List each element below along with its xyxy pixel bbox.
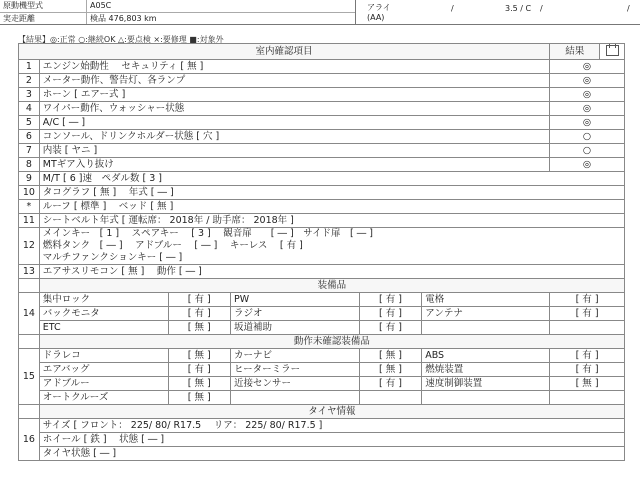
row-text: シートベルト年式 [ 運転席： 2018年 / 助手席： 2018年 ]: [39, 214, 624, 228]
info-row: [19, 214, 625, 228]
result-mark: ◎: [582, 74, 592, 86]
equipment-value: [550, 391, 625, 405]
section-header-operation: [19, 335, 625, 349]
equipment-value: [ 無 ]: [550, 377, 625, 391]
item-number: 4: [19, 102, 40, 116]
item-result: [550, 130, 625, 144]
mileage-row: [0, 12, 355, 25]
equipment-value: [ 有 ]: [550, 307, 625, 321]
mileage-label: 実走距離: [3, 14, 35, 23]
item-number: 1: [19, 60, 40, 74]
grade-sep-3: /: [627, 4, 630, 13]
equipment-label: アンテナ: [422, 307, 550, 321]
item-text: MTギア入り抜け: [39, 158, 549, 172]
equipment-value: [ 有 ]: [359, 307, 421, 321]
vehicle-header: [0, 0, 640, 26]
item-number: 7: [19, 144, 40, 158]
engine-model-label: 原動機型式: [3, 1, 43, 10]
item-number: 5: [19, 116, 40, 130]
equipment-label: ETC: [39, 321, 168, 335]
section-number-spacer: [19, 279, 40, 293]
grade-box: [355, 0, 640, 25]
section-number: 14: [19, 293, 40, 335]
equipment-value: [ 有 ]: [359, 377, 421, 391]
equipment-label: エアバッグ: [39, 363, 168, 377]
operation-row: [19, 349, 625, 363]
section-title-interior: 室内確認項目: [19, 44, 550, 60]
section-header-interior: [19, 44, 625, 60]
item-text: 内装 [ ヤニ ]: [39, 144, 549, 158]
section-header-equipment: [19, 279, 625, 293]
equipment-value: [ 有 ]: [359, 321, 421, 335]
section-number-spacer: [19, 335, 40, 349]
result-legend: 【結果】◎:正常 ○:継続OK △:要点検 ×:要修理 ■:対象外: [18, 35, 224, 44]
grade-value: 3.5 / C: [505, 4, 532, 13]
inspection-row: [19, 60, 625, 74]
row-text: タコグラフ [ 無 ] 年式 [ ― ]: [39, 186, 624, 200]
equipment-label: ラジオ: [230, 307, 359, 321]
item-result: [550, 144, 625, 158]
inspection-table: [18, 43, 625, 461]
inspection-row: [19, 130, 625, 144]
inspection-row: [19, 144, 625, 158]
section-number-spacer: [19, 405, 40, 419]
tire-row: [19, 447, 625, 461]
inspection-row: [19, 158, 625, 172]
grade-sublabel: (AA): [367, 13, 385, 22]
inspection-row: [19, 74, 625, 88]
equipment-label: 集中ロック: [39, 293, 168, 307]
item-result: [550, 102, 625, 116]
item-text: ワイパー動作、ウォッシャー状態: [39, 102, 549, 116]
grade-label: アライ: [367, 3, 391, 12]
result-mark: ◎: [582, 158, 592, 170]
row-text: M/T [ 6 ]速 ペダル数 [ 3 ]: [39, 172, 624, 186]
equipment-value: [ 無 ]: [359, 363, 421, 377]
info-row: [19, 200, 625, 214]
info-row: [19, 172, 625, 186]
row-text: エアサスリモコン [ 無 ] 動作 [ ― ]: [39, 265, 624, 279]
air-suspension-row: [19, 265, 625, 279]
equipment-label: 近接センサー: [230, 377, 359, 391]
operation-row: [19, 363, 625, 377]
result-header: 結果: [550, 44, 600, 60]
inspection-row: [19, 88, 625, 102]
item-text: A/C [ ― ]: [39, 116, 549, 130]
result-mark: ◎: [582, 102, 592, 114]
equipment-value: [ 有 ]: [550, 363, 625, 377]
equipment-value: [ 無 ]: [168, 321, 230, 335]
equipment-label: ヒーターミラー: [230, 363, 359, 377]
result-mark: ◎: [582, 60, 592, 72]
equipment-label: [422, 391, 550, 405]
equipment-value: [550, 321, 625, 335]
result-mark: ◎: [582, 88, 592, 100]
grade-sep-2: /: [540, 4, 543, 13]
item-text: コンソール、ドリンクホルダー状態 [ 穴 ]: [39, 130, 549, 144]
equipment-value: [ 有 ]: [550, 349, 625, 363]
inspection-row: [19, 102, 625, 116]
item-result: [550, 74, 625, 88]
equipment-value: [ 有 ]: [168, 363, 230, 377]
section-title-equipment: 装備品: [39, 279, 624, 293]
operation-row: [19, 377, 625, 391]
equipment-value: [ 有 ]: [168, 307, 230, 321]
vehicle-info-box: [0, 0, 356, 25]
section-number: 16: [19, 419, 40, 461]
equipment-label: 坂道補助: [230, 321, 359, 335]
equipment-label: カーナビ: [230, 349, 359, 363]
section-header-tire: [19, 405, 625, 419]
equipment-value: [ 有 ]: [550, 293, 625, 307]
keys-line: メインキー [ 1 ] スペアキー [ 3 ] 観音扉 [ ― ] サイド扉 [ ― ]: [42, 228, 374, 239]
equipment-label: ABS: [422, 349, 550, 363]
item-number: 2: [19, 74, 40, 88]
equipment-label: 速度制御装置: [422, 377, 550, 391]
row-number: 10: [19, 186, 40, 200]
keys-line: マルチファンクションキー [ ― ]: [42, 252, 183, 263]
inspection-row: [19, 116, 625, 130]
result-mark: ○: [582, 130, 592, 142]
item-text: メーター動作、警告灯、各ランプ: [39, 74, 549, 88]
section-title-tire: タイヤ情報: [39, 405, 624, 419]
info-row: [19, 186, 625, 200]
tire-text: タイヤ状態 [ ― ]: [39, 447, 624, 461]
equipment-label: [230, 391, 359, 405]
equipment-value: [359, 391, 421, 405]
equipment-label: オートクルーズ: [39, 391, 168, 405]
section-number: 15: [19, 349, 40, 405]
tire-row: [19, 433, 625, 447]
equipment-label: 電格: [422, 293, 550, 307]
engine-model-value: A05C: [90, 1, 112, 10]
section-title-operation: 動作未確認装備品: [39, 335, 624, 349]
equipment-row: [19, 307, 625, 321]
equipment-row: [19, 293, 625, 307]
result-mark: ◎: [582, 116, 592, 128]
item-result: [550, 88, 625, 102]
equipment-label: ドラレコ: [39, 349, 168, 363]
equipment-value: [ 有 ]: [168, 293, 230, 307]
row-number: *: [19, 200, 40, 214]
equipment-value: [ 無 ]: [168, 377, 230, 391]
engine-model-row: [0, 0, 355, 12]
tire-text: サイズ [ フロント： 225/ 80/ R17.5 リア： 225/ 80/ R17.5 ]: [39, 419, 624, 433]
row-number: 13: [19, 265, 40, 279]
equipment-row: [19, 321, 625, 335]
mileage-value: 検品 476,803 km: [90, 14, 157, 23]
item-text: ホーン [ エアー式 ]: [39, 88, 549, 102]
item-number: 8: [19, 158, 40, 172]
equipment-label: バックモニタ: [39, 307, 168, 321]
equipment-label: [422, 321, 550, 335]
tire-text: ホイール [ 鉄 ] 状態 [ ― ]: [39, 433, 624, 447]
row-number: 11: [19, 214, 40, 228]
equipment-label: PW: [230, 293, 359, 307]
equipment-value: [ 無 ]: [168, 349, 230, 363]
equipment-value: [ 無 ]: [359, 349, 421, 363]
row-number: 12: [19, 228, 40, 265]
tire-row: [19, 419, 625, 433]
equipment-label: アドブルー: [39, 377, 168, 391]
grade-sep-1: /: [451, 4, 454, 13]
item-number: 3: [19, 88, 40, 102]
item-result: [550, 60, 625, 74]
item-number: 6: [19, 130, 40, 144]
equipment-label: 燃焼装置: [422, 363, 550, 377]
keys-line: 燃料タンク [ ― ] アドブルー [ ― ] キーレス [ 有 ]: [42, 240, 303, 251]
item-result: [550, 158, 625, 172]
keys-row: [19, 228, 625, 265]
item-result: [550, 116, 625, 130]
item-text: エンジン始動性 セキュリティ [ 無 ]: [39, 60, 549, 74]
equipment-value: [ 無 ]: [168, 391, 230, 405]
operation-row: [19, 391, 625, 405]
result-mark: ○: [582, 144, 592, 156]
keys-text: [39, 228, 624, 265]
equipment-value: [ 有 ]: [359, 293, 421, 307]
copy-icon[interactable]: [600, 44, 625, 60]
row-text: ルーフ [ 標準 ] ベッド [ 無 ]: [39, 200, 624, 214]
row-number: 9: [19, 172, 40, 186]
